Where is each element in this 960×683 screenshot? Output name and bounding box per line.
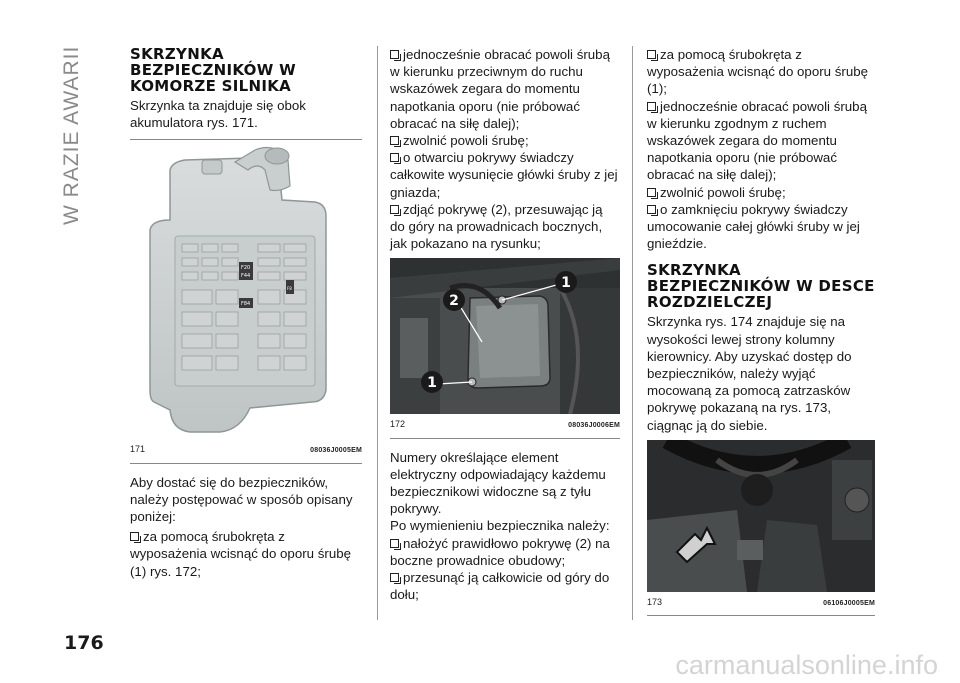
checkbox-bullet-icon: [390, 205, 399, 214]
column-divider: [632, 46, 633, 620]
column-1: [130, 46, 362, 580]
figure-code: 08036J0005EM: [310, 447, 362, 455]
column-2: [390, 46, 620, 603]
list-item: jednocześnie obracać powoli śrubą w kierunku przeciwnym do ruchu wskazówek zegara do momentu napotkania oporu (nie próbować obracać na siłę dalej);: [390, 47, 610, 131]
checkbox-bullet-icon: [647, 102, 656, 111]
fuse-label-f84: F84: [241, 301, 251, 308]
page-number: 176: [64, 632, 104, 654]
list-item: o otwarciu pokrywy świadczy całkowite wysunięcie główki śruby z jej gniazda;: [390, 150, 618, 200]
checkbox-bullet-icon: [647, 188, 656, 197]
checkbox-bullet-icon: [390, 136, 399, 145]
checkbox-bullet-icon: [390, 539, 399, 548]
list-item: zwolnić powoli śrubę;: [647, 184, 875, 201]
watermark: carmanualsonline.info: [675, 650, 938, 680]
figure-173: [647, 440, 875, 616]
list-item: o zamknięciu pokrywy świadczy umocowanie całej główki śruby w jej gnieździe.: [647, 201, 860, 252]
column-divider: [377, 46, 378, 620]
list-item: za pomocą śrubokręta z wyposażenia wcisnąć do oporu śrubę (1) rys. 172;: [130, 529, 352, 579]
checkbox-bullet-icon: [390, 153, 399, 162]
figure-number: 173: [647, 596, 663, 607]
section-heading: SKRZYNKA BEZPIECZNIKÓW W KOMORZE SILNIKA: [130, 45, 296, 95]
callout-1-bottom: 1: [427, 375, 437, 392]
checkbox-bullet-icon: [647, 205, 656, 214]
fuse-cover-photo: [390, 258, 620, 414]
list-item: jednocześnie obracać powoli śrubą w kierunku zgodnym z ruchem wskazówek zegara do momentu napotkania oporu (nie próbować obracać na siłę dalej);: [647, 98, 867, 183]
paragraph: Numery określające element elektryczny odpowiadający każdemu bezpiecznikowi widoczne są z tyłu pokrywy.: [390, 449, 606, 517]
fuse-label-f44: F44: [241, 273, 251, 280]
column-3: [647, 46, 875, 626]
checkbox-bullet-icon: [390, 573, 399, 582]
figure-number: 171: [130, 444, 146, 455]
fuse-label-f8: F8: [287, 286, 292, 292]
checkbox-bullet-icon: [647, 50, 656, 59]
list-item: zdjąć pokrywę (2), przesuwając ją do góry na prowadnicach bocznych, jak pokazano na rysunku;: [390, 201, 603, 252]
paragraph: Po wymienieniu bezpiecznika należy:: [390, 518, 610, 534]
section-heading: SKRZYNKA BEZPIECZNIKÓW W DESCE ROZDZIELCZEJ: [647, 261, 875, 312]
figure-code: 06106J0005EM: [823, 599, 875, 607]
callout-1-top: 1: [561, 275, 571, 292]
figure-number: 172: [390, 419, 406, 430]
instruction-text: Aby dostać się do bezpieczników, należy postępować w sposób opisany poniżej:: [130, 474, 353, 525]
figure-172: [390, 258, 620, 438]
paragraph: Skrzynka rys. 174 znajduje się na wysokości lewej strony kolumny kierownicy. Aby uzyskać dostęp do bezpieczników, należy wyjąć mocowaną za pomocą zatrzasków pokrywę pokazaną na rys. 173, ciągnąc ją do siebie.: [647, 314, 852, 433]
list-item: przesunąć ją całkowicie od góry do dołu;: [390, 570, 610, 603]
callout-2: 2: [449, 293, 459, 310]
section-side-title: W RAZIE AWARII: [60, 45, 83, 225]
list-item: za pomocą śrubokręta z wyposażenia wcisnąć do oporu śrubę (1);: [647, 47, 869, 97]
figure-code: 08036J0006EM: [568, 422, 620, 430]
checkbox-bullet-icon: [390, 50, 399, 59]
figure-171: [130, 139, 362, 463]
list-item: nałożyć prawidłowo pokrywę (2) na boczne prowadnice obudowy;: [390, 535, 610, 568]
fuse-box-illustration: [130, 140, 362, 442]
intro-text: Skrzynka ta znajduje się obok akumulatora rys. 171.: [130, 98, 306, 131]
checkbox-bullet-icon: [130, 532, 139, 541]
list-item: zwolnić powoli śrubę;: [390, 132, 620, 149]
fuse-label-f20: F20: [241, 265, 251, 272]
dashboard-photo: [647, 440, 875, 592]
